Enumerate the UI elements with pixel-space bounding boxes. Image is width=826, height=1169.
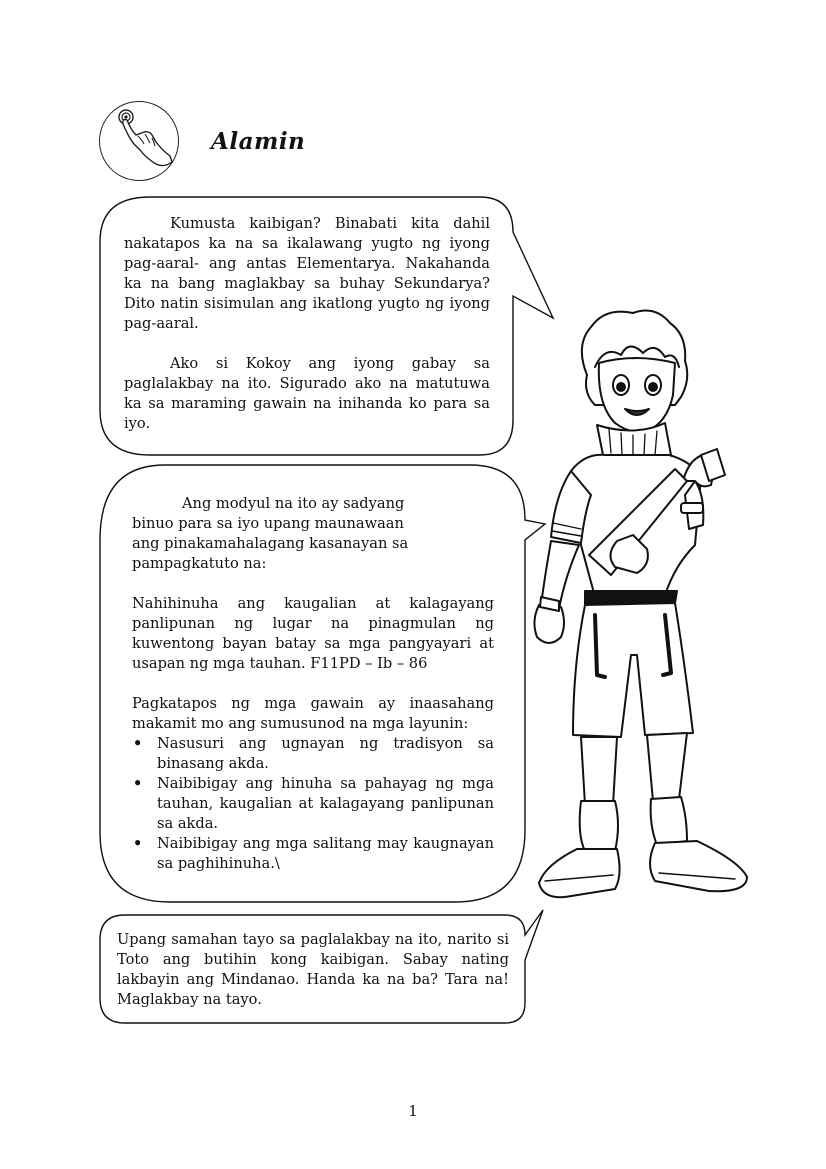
boy-character-illustration xyxy=(525,305,765,905)
bubble-1-paragraph-2: Ako si Kokoy ang iyong gabay sa paglalakbay na ito. Sigurado ako na matutuwa ka sa maraming gawain na inihanda ko para sa iyo. xyxy=(124,355,490,432)
objectives-list xyxy=(132,734,494,874)
learning-competency: Nahihinuha ang kaugalian at kalagayang panlipunan ng lugar na pinagmulan ng kuwentong bayan batay sa mga pangyayari at usapan ng mga tauhan. F11PD – Ib – 86 xyxy=(132,595,494,672)
objective-item: • Naibibigay ang mga salitang may kaugnayan sa paghihinuha.\ xyxy=(157,834,494,874)
bubble-3-paragraph: Upang samahan tayo sa paglalakbay na ito, narito si Toto ang butihin kong kaibigan. Sabay nating lakbayin ang Mindanao. Handa ka na ba? Tara na! Maglakbay na tayo. xyxy=(117,931,509,1008)
bubble-3-text xyxy=(117,930,509,1010)
bubble-2-text xyxy=(132,494,494,874)
section-heading: Alamin xyxy=(211,128,306,155)
module-intro: Ang modyul na ito ay sadyang binuo para sa iyo upang maunawaan ang pinakamahalagang kasanayan sa pampagkatuto na: xyxy=(132,495,409,572)
objective-item: • Naibibigay ang hinuha sa pahayag ng mga tauhan, kaugalian at kalagayang panlipunan sa akda. xyxy=(157,774,494,834)
objective-item: • Nasusuri ang ugnayan ng tradisyon sa binasang akda. xyxy=(157,734,494,774)
page-number: 1 xyxy=(408,1102,418,1120)
bubble-1-paragraph-1: Kumusta kaibigan? Binabati kita dahil nakatapos ka na sa ikalawang yugto ng iyong pag-aaral- ang antas Elementarya. Nakahanda ka na bang maglakbay sa buhay Sekundarya? Dito natin sisimulan ang ikatlong yugto ng iyong pag-aaral. xyxy=(124,215,490,332)
objectives-intro: Pagkatapos ng mga gawain ay inaasahang makamit mo ang sumusunod na mga layunin: xyxy=(132,695,494,732)
bubble-1-text xyxy=(124,214,490,434)
